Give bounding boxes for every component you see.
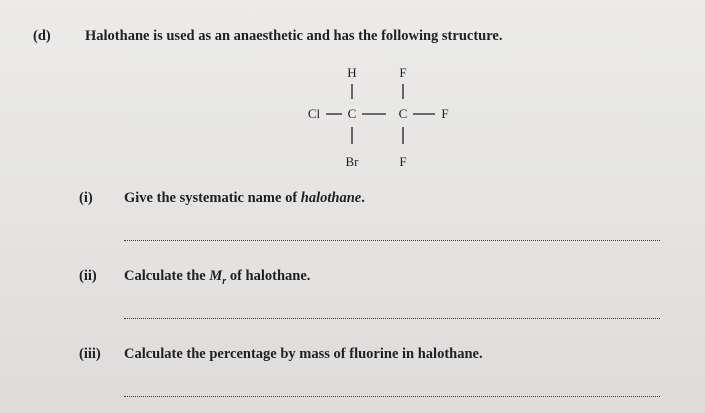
answer-line-iii[interactable] [124,396,660,397]
subpart-i-italic: halothane [300,190,362,206]
subpart-i-text [124,190,365,207]
subpart-i-label: (i) [79,190,93,206]
question-part-label: (d) [33,28,51,44]
subpart-ii-text-after: of halothane. [226,268,311,284]
subpart-ii-subscript: r [222,275,227,287]
atom-c2-top: F [399,65,407,80]
subpart-ii-text [124,268,310,287]
subpart-i-text-before: Give the systematic name of [124,190,301,206]
atom-c2: C [398,106,408,121]
subpart-i-text-after: . [361,190,365,206]
question-stem: Halothane is used as an anaesthetic and has the following structure. [85,28,503,44]
answer-line-i[interactable] [124,240,660,241]
atom-c1-top: H [347,65,357,80]
subpart-iii-text: Calculate the percentage by mass of fluorine in halothane. [124,346,483,362]
halothane-structure [300,60,470,175]
atom-c1-bottom: Br [345,154,359,169]
subpart-ii-label: (ii) [79,268,97,284]
atom-c2-bottom: F [399,154,407,169]
atom-c1: C [347,106,357,121]
subpart-ii-text-before: Calculate the [124,268,210,284]
answer-line-ii[interactable] [124,318,660,319]
atom-right: F [441,106,449,121]
subpart-iii-label: (iii) [79,346,101,362]
subpart-ii-symbol: M [209,268,223,284]
atom-left: Cl [307,106,321,121]
